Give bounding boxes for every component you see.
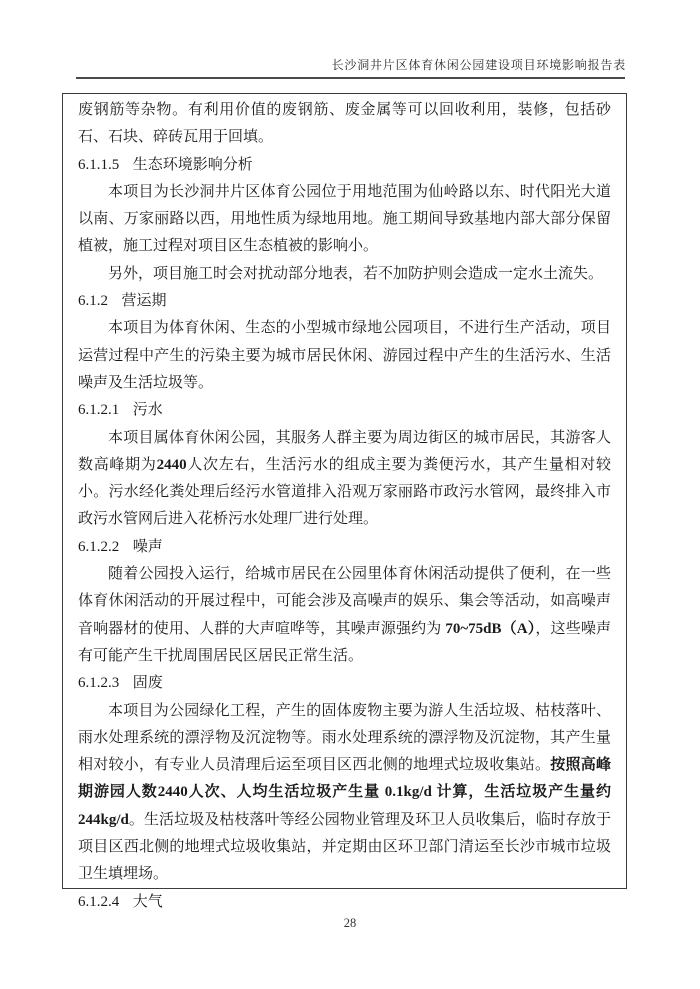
paragraph-sewage	[78, 425, 611, 534]
section-number: 6.1.2	[78, 293, 108, 310]
text-run: 本项目为公园绿化工程，产生的固体废物主要为游人生活垃圾、枯枝落叶、雨水处理系统的漂浮物及沉淀物等。雨水处理系统的漂浮物及沉淀物，其产生量相对较小，有专业人员清理后运至项目区西北侧的地埋式垃圾收集站。	[78, 702, 611, 774]
section-number: 6.1.2.1	[78, 402, 120, 419]
text-run-bold: 2440	[156, 456, 187, 473]
section-number: 6.1.2.3	[78, 675, 120, 692]
section-heading-ecology	[78, 152, 611, 179]
section-number: 6.1.2.2	[78, 538, 120, 555]
section-heading-noise	[78, 534, 611, 561]
section-title: 生态环境影响分析	[132, 156, 253, 173]
section-title: 固废	[132, 675, 163, 692]
section-heading-operation-period	[78, 288, 611, 315]
header-divider	[76, 77, 625, 79]
section-title: 营运期	[121, 293, 167, 310]
section-number: 6.1.1.5	[78, 156, 120, 173]
text-run: ，这些噪声有可能产生干扰周围居民区居民正常生活。	[78, 620, 611, 664]
document-body-frame	[62, 93, 627, 910]
section-title: 噪声	[132, 538, 163, 555]
text-run-bold: 70~75dB（A）	[445, 620, 536, 637]
report-header-title: 长沙洞井片区体育休闲公园建设项目环境影响报告表	[331, 58, 626, 72]
paragraph-solid-waste	[78, 698, 611, 889]
paragraph-soil-erosion: 另外，项目施工时会对扰动部分地表，若不加防护则会造成一定水土流失。	[108, 265, 604, 282]
section-heading-sewage	[78, 397, 611, 424]
section-heading-air	[78, 889, 611, 916]
text-run: 随着公园投入运行，给城市居民在公园里体育休闲活动提供了便利，在一些体育休闲活动的开展过程中，可能会涉及高噪声的娱乐、集会等活动，如高噪声音响器材的使用、人群的大声喧哗等，其噪声源强约为	[78, 566, 611, 637]
section-number: 6.1.2.4	[78, 893, 120, 910]
paragraph-demolition-waste: 废钢筋等杂物。有利用价值的废钢筋、废金属等可以回收利用，装修，包括砂石、石块、碎砖瓦用于回填。	[78, 102, 611, 146]
section-title: 污水	[132, 402, 163, 419]
text-run: 本项目属体育休闲公园，其服务人群主要为周边街区的城市居民，其游客人数高峰期为	[78, 429, 611, 473]
text-run: 。生活垃圾及枯枝落叶等经公园物业管理及环卫人员收集后，临时存放于项目区西北侧的地埋式垃圾收集站，并定期由区环卫部门清运至长沙市城市垃圾卫生填埋场。	[78, 811, 611, 883]
section-heading-solid-waste	[78, 670, 611, 697]
section-title: 大气	[132, 893, 163, 910]
text-run-bold: 按照高峰期游园人数2440人次、人均生活垃圾产生量 0.1kg/d 计算，生活垃圾产生量约 244kg/d	[78, 757, 611, 828]
text-run: 人次左右，生活污水的组成主要为粪便污水，其产生量相对较小。污水经化粪处理后经污水管道排入沿观万家丽路市政污水管网，最终排入市政污水管网后进入花桥污水处理厂进行处理。	[78, 456, 611, 528]
paragraph-ecology-impact: 本项目为长沙洞井片区体育公园位于用地范围为仙岭路以东、时代阳光大道以南、万家丽路以西，用地性质为绿地用地。施工期间导致基地内部大部分保留植被，施工过程对项目区生态植被的影响小。	[78, 183, 611, 255]
page-number: 28	[343, 916, 357, 930]
paragraph-operation-overview: 本项目为体育休闲、生态的小型城市绿地公园项目，不进行生产活动，项目运营过程中产生的污染主要为城市居民休闲、游园过程中产生的生活污水、生活噪声及生活垃圾等。	[78, 320, 611, 391]
paragraph-noise	[78, 561, 611, 670]
